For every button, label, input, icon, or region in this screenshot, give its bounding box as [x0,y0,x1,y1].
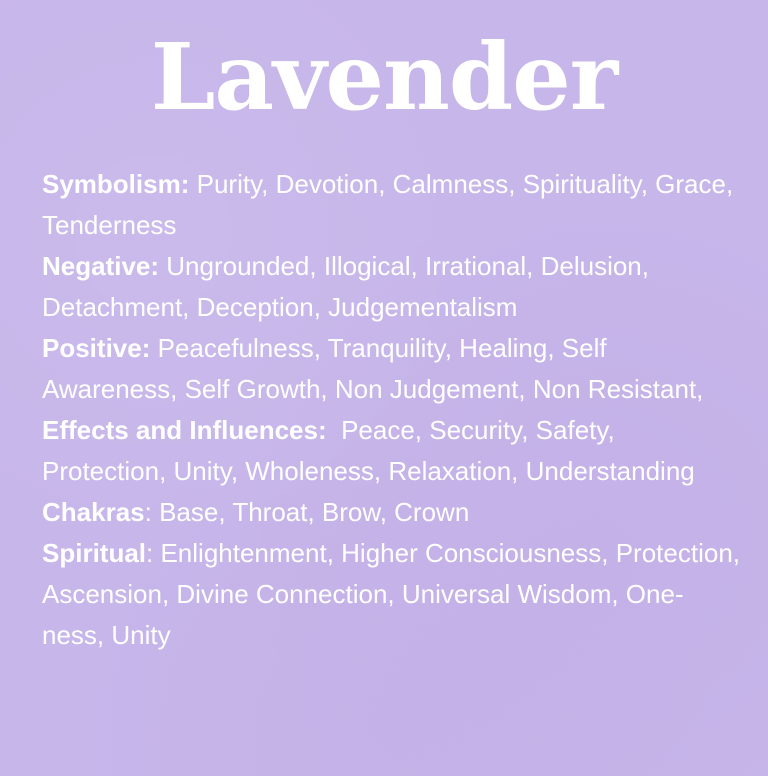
entry-text: Enlightenment, Higher Consciousness, Protection, Ascension, Divine Connection, Universal Wisdom, One-ness, Unity [42,538,740,650]
entry-spiritual: Spiritual: Enlightenment, Higher Consciousness, Protection, Ascension, Divine Connection, Universal Wisdom, One-ness, Unity [42,538,740,650]
entry-label: Positive: [42,333,151,363]
entry-negative [42,246,742,328]
entry-effects-and-influences [42,410,742,492]
entry-positive [42,328,742,410]
entry-label: Chakras [42,497,145,527]
entry-label: Effects and Influences: [42,415,327,445]
entry-text: Purity, Devotion, Calmness, Spirituality, Grace, Tenderness [42,169,734,240]
page-title: Lavender [150,23,618,131]
entry-label: Symbolism: [42,169,190,199]
entry-label: Spiritual [42,538,147,568]
entry-text: Base, Throat, Brow, Crown [159,497,470,527]
properties-list [42,164,742,656]
entry-text: Peacefulness, Tranquility, Healing, Self Awareness, Self Growth, Non Judgement, Non Resistant, [42,333,704,404]
entry-chakras: Chakras: Base, Throat, Brow, Crown [42,497,470,527]
entry-text: Ungrounded, Illogical, Irrational, Delusion, Detachment, Deception, Judgementalism [42,251,649,322]
entry-text: Peace, Security, Safety, Protection, Unity, Wholeness, Relaxation, Understanding [42,415,695,486]
entry-label: Negative: [42,251,160,281]
entry-symbolism [42,164,742,246]
